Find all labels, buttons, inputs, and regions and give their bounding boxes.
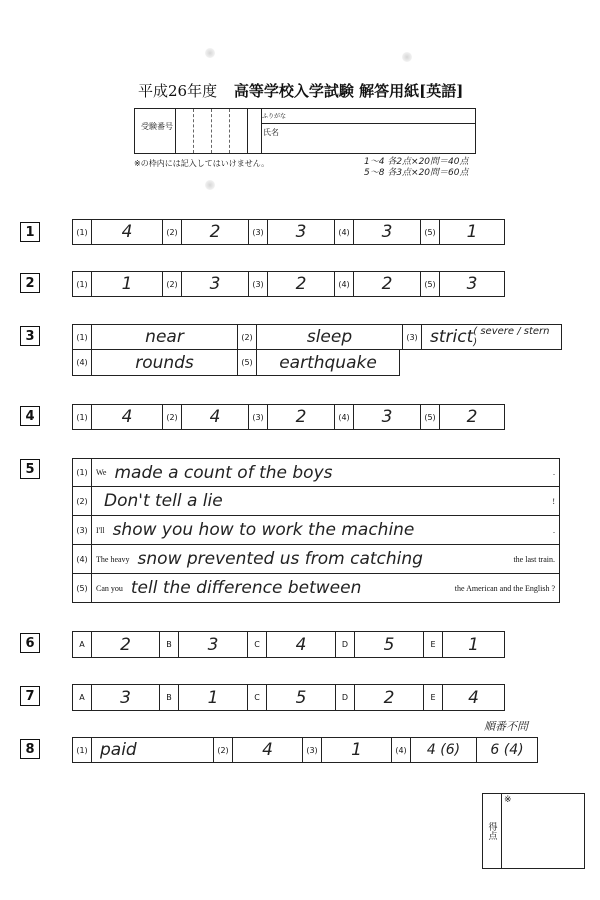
answer-cell: 1 — [207, 687, 219, 708]
sub-question-label: (5) — [421, 405, 440, 429]
answer-cell: rounds — [135, 352, 194, 373]
answer-cell: 2 — [120, 634, 131, 655]
sub-question-label: (5) — [421, 272, 440, 296]
question-number-8: 8 — [20, 739, 40, 759]
answer-cell: 4 — [468, 687, 479, 708]
sentence-suffix: ! — [552, 496, 555, 506]
question-number-5: 5 — [20, 459, 40, 479]
order-free-note: 順番不問 — [484, 720, 528, 733]
answer-cell: strict — [430, 327, 474, 347]
q5-answer-row-4 — [72, 545, 560, 574]
answer-cell: 4 — [262, 740, 273, 760]
question-number-7: 7 — [20, 686, 40, 706]
answer-cell: 2 — [295, 407, 307, 427]
answer-cell: Don't tell a lie — [104, 491, 223, 511]
answer-cell: 2 — [466, 407, 478, 427]
answer-cell: earthquake — [279, 352, 377, 373]
answer-cell: 2 — [209, 222, 221, 242]
sub-question-label: (1) — [73, 738, 92, 762]
sentence-suffix: the American and the English ? — [454, 583, 555, 593]
scoring-note: 1〜4 各2点×20問＝40点 5〜8 各3点×20問＝60点 — [364, 157, 469, 178]
sub-question-label: (2) — [238, 325, 257, 349]
q1-answer-row — [72, 219, 505, 245]
sub-question-label: (4) — [335, 272, 354, 296]
sub-question-label: (1) — [73, 459, 92, 486]
sub-question-label: B — [160, 632, 179, 657]
name-label: 氏名 — [263, 128, 279, 137]
sub-question-label: A — [73, 685, 92, 710]
answer-cell: 1 — [468, 634, 479, 655]
answer-cell: sleep — [306, 327, 353, 347]
question-number-3: 3 — [20, 326, 40, 346]
furigana-label: ふりがな — [262, 113, 287, 120]
sub-question-label: (5) — [238, 350, 257, 375]
sentence-prefix: The heavy — [96, 554, 130, 564]
exam-number-label: 受験番号 — [141, 122, 173, 131]
sub-question-label: C — [248, 685, 267, 710]
q5-answer-row-5 — [72, 574, 560, 603]
q2-answer-row — [72, 271, 505, 297]
sub-question-label: (4) — [73, 545, 92, 573]
sub-question-label: (2) — [73, 487, 92, 515]
sub-question-label: (2) — [163, 272, 182, 296]
answer-cell: 5 — [295, 687, 307, 708]
answer-cell: 5 — [383, 634, 395, 655]
sub-question-label: (5) — [73, 574, 92, 602]
sentence-suffix: . — [553, 525, 555, 535]
q3-answer-row-1 — [72, 324, 562, 350]
answer-cell: 4 — [295, 634, 307, 655]
q5-answer-row-2 — [72, 487, 560, 516]
sub-question-label: (1) — [73, 272, 92, 296]
alt-answer: ( severe / stern ) — [473, 326, 550, 348]
page-title: 平成26年度 高等学校入学試験 解答用紙[英語] — [138, 82, 464, 100]
answer-cell: made a count of the boys — [114, 462, 333, 483]
sub-question-label: C — [248, 632, 267, 657]
answer-cell: 6 (4) — [490, 742, 524, 758]
q6-answer-row — [72, 631, 505, 658]
sentence-suffix: the last train. — [513, 554, 555, 564]
note-text: ※の枠内には記入してはいけません。 — [134, 159, 270, 168]
answer-cell: 1 — [351, 740, 362, 760]
answer-cell: 4 (6) — [426, 742, 461, 758]
sub-question-label: D — [336, 685, 355, 710]
answer-cell: 4 — [209, 407, 221, 427]
answer-cell: 4 — [121, 407, 133, 427]
answer-cell: snow prevented us from catching — [137, 549, 423, 569]
sub-question-label: (3) — [403, 325, 422, 349]
sub-question-label: (1) — [73, 220, 92, 244]
sub-question-label: (5) — [421, 220, 440, 244]
sub-question-label: E — [424, 685, 443, 710]
answer-cell: 3 — [381, 222, 393, 242]
sub-question-label: (2) — [163, 220, 182, 244]
sub-question-label: (3) — [249, 405, 268, 429]
answer-cell: 3 — [207, 634, 219, 655]
answer-cell: 3 — [381, 407, 393, 427]
sub-question-label: (4) — [73, 350, 92, 375]
sub-question-label: (4) — [335, 220, 354, 244]
q4-answer-row — [72, 404, 505, 430]
question-number-2: 2 — [20, 273, 40, 293]
sub-question-label: (2) — [214, 738, 233, 762]
question-number-4: 4 — [20, 406, 40, 426]
answer-cell: 2 — [383, 687, 395, 708]
sentence-prefix: Can you — [96, 583, 123, 593]
answer-cell: 3 — [209, 274, 221, 294]
sub-question-label: (2) — [163, 405, 182, 429]
score-box — [482, 793, 585, 869]
sub-question-label: (4) — [392, 738, 411, 762]
answer-cell: show you how to work the machine — [112, 520, 415, 540]
question-number-1: 1 — [20, 222, 40, 242]
sub-question-label: E — [424, 632, 443, 657]
answer-cell: 1 — [121, 274, 133, 294]
sub-question-label: (3) — [73, 516, 92, 544]
score-mark: ※ — [504, 795, 512, 805]
answer-cell: 3 — [295, 222, 307, 242]
q7-answer-row — [72, 684, 505, 711]
sub-question-label: (1) — [73, 325, 92, 349]
q5-answer-row-1 — [72, 458, 560, 487]
score-label: 得点 — [486, 822, 497, 840]
sub-question-label: (4) — [335, 405, 354, 429]
q3-answer-row-2 — [72, 350, 400, 376]
answer-cell: near — [145, 327, 184, 347]
applicant-info-box — [134, 108, 476, 154]
answer-cell: 3 — [466, 274, 478, 294]
sub-question-label: A — [73, 632, 92, 657]
answer-cell: 4 — [121, 222, 133, 242]
answer-cell: paid — [100, 740, 137, 760]
q5-answer-row-3 — [72, 516, 560, 545]
q8-answer-row — [72, 737, 538, 763]
sentence-prefix: I'll — [96, 525, 105, 535]
answer-cell: 2 — [295, 274, 307, 294]
sentence-suffix: . — [553, 468, 555, 477]
answer-cell: 2 — [381, 274, 393, 294]
sub-question-label: D — [336, 632, 355, 657]
sentence-prefix: We — [96, 468, 107, 477]
sub-question-label: (3) — [249, 272, 268, 296]
answer-cell: tell the difference between — [130, 578, 362, 598]
sub-question-label: (1) — [73, 405, 92, 429]
answer-cell: 1 — [466, 222, 478, 242]
sub-question-label: (3) — [303, 738, 322, 762]
answer-cell: 3 — [120, 687, 131, 708]
sub-question-label: B — [160, 685, 179, 710]
question-number-6: 6 — [20, 633, 40, 653]
sub-question-label: (3) — [249, 220, 268, 244]
